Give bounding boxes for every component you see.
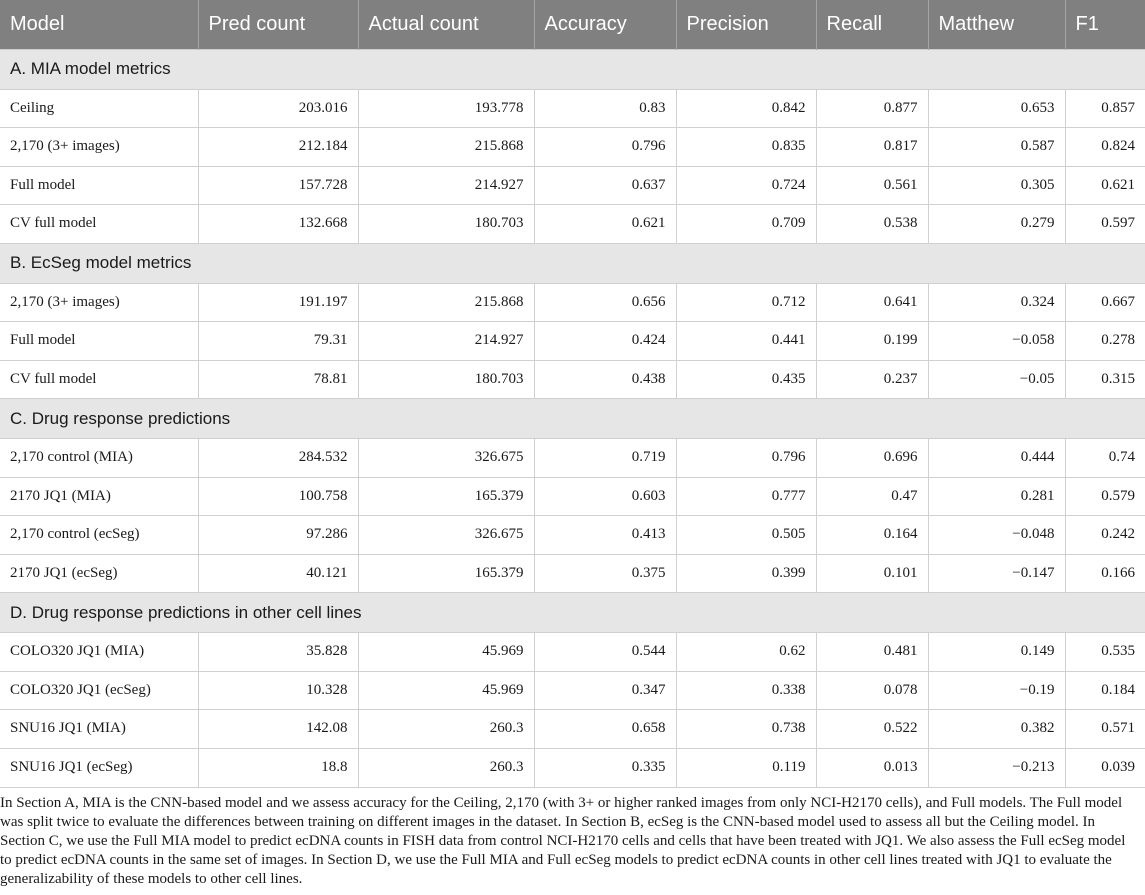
- table-row: [0, 633, 1145, 672]
- cell-precision: 0.338: [676, 671, 816, 710]
- cell-matthew: −0.19: [928, 671, 1065, 710]
- table-row: [0, 710, 1145, 749]
- cell-accuracy: 0.413: [534, 516, 676, 555]
- cell-matthew: 0.653: [928, 89, 1065, 128]
- table-row: [0, 554, 1145, 593]
- cell-f1: 0.667: [1065, 283, 1145, 322]
- cell-model-name: 2,170 (3+ images): [0, 128, 198, 167]
- table-row: [0, 128, 1145, 167]
- cell-actual-count: 214.927: [358, 166, 534, 205]
- cell-pred-count: 10.328: [198, 671, 358, 710]
- cell-actual-count: 45.969: [358, 671, 534, 710]
- table-row: [0, 166, 1145, 205]
- table-body: [0, 49, 1145, 787]
- column-header-accuracy: Accuracy: [534, 0, 676, 49]
- cell-f1: 0.857: [1065, 89, 1145, 128]
- cell-model-name: Full model: [0, 322, 198, 361]
- cell-actual-count: 326.675: [358, 516, 534, 555]
- cell-recall: 0.817: [816, 128, 928, 167]
- column-header-matthew: Matthew: [928, 0, 1065, 49]
- cell-precision: 0.724: [676, 166, 816, 205]
- cell-pred-count: 97.286: [198, 516, 358, 555]
- cell-accuracy: 0.656: [534, 283, 676, 322]
- cell-precision: 0.796: [676, 439, 816, 478]
- cell-model-name: 2,170 control (MIA): [0, 439, 198, 478]
- cell-accuracy: 0.719: [534, 439, 676, 478]
- cell-accuracy: 0.637: [534, 166, 676, 205]
- cell-pred-count: 284.532: [198, 439, 358, 478]
- cell-matthew: 0.305: [928, 166, 1065, 205]
- cell-actual-count: 326.675: [358, 439, 534, 478]
- section-row: [0, 49, 1145, 89]
- cell-accuracy: 0.424: [534, 322, 676, 361]
- cell-actual-count: 215.868: [358, 283, 534, 322]
- cell-model-name: CV full model: [0, 360, 198, 399]
- cell-precision: 0.738: [676, 710, 816, 749]
- cell-precision: 0.777: [676, 477, 816, 516]
- cell-precision: 0.62: [676, 633, 816, 672]
- cell-precision: 0.119: [676, 748, 816, 787]
- cell-pred-count: 157.728: [198, 166, 358, 205]
- cell-f1: 0.621: [1065, 166, 1145, 205]
- cell-recall: 0.522: [816, 710, 928, 749]
- cell-actual-count: 214.927: [358, 322, 534, 361]
- cell-accuracy: 0.544: [534, 633, 676, 672]
- table-row: [0, 322, 1145, 361]
- column-header-recall: Recall: [816, 0, 928, 49]
- cell-accuracy: 0.83: [534, 89, 676, 128]
- cell-actual-count: 260.3: [358, 748, 534, 787]
- table-row: [0, 205, 1145, 244]
- section-row: [0, 593, 1145, 633]
- cell-recall: 0.481: [816, 633, 928, 672]
- cell-matthew: 0.149: [928, 633, 1065, 672]
- cell-matthew: 0.587: [928, 128, 1065, 167]
- cell-model-name: 2170 JQ1 (ecSeg): [0, 554, 198, 593]
- cell-precision: 0.441: [676, 322, 816, 361]
- cell-pred-count: 132.668: [198, 205, 358, 244]
- table-row: [0, 439, 1145, 478]
- cell-recall: 0.696: [816, 439, 928, 478]
- cell-matthew: −0.058: [928, 322, 1065, 361]
- cell-model-name: SNU16 JQ1 (MIA): [0, 710, 198, 749]
- cell-pred-count: 79.31: [198, 322, 358, 361]
- cell-recall: 0.561: [816, 166, 928, 205]
- table-row: [0, 283, 1145, 322]
- cell-matthew: 0.444: [928, 439, 1065, 478]
- cell-pred-count: 35.828: [198, 633, 358, 672]
- section-title: D. Drug response predictions in other cell lines: [0, 593, 1145, 633]
- cell-recall: 0.877: [816, 89, 928, 128]
- cell-model-name: Full model: [0, 166, 198, 205]
- cell-actual-count: 260.3: [358, 710, 534, 749]
- cell-precision: 0.842: [676, 89, 816, 128]
- cell-pred-count: 212.184: [198, 128, 358, 167]
- cell-actual-count: 193.778: [358, 89, 534, 128]
- cell-recall: 0.078: [816, 671, 928, 710]
- cell-recall: 0.101: [816, 554, 928, 593]
- cell-recall: 0.237: [816, 360, 928, 399]
- table-row: [0, 477, 1145, 516]
- cell-precision: 0.399: [676, 554, 816, 593]
- cell-model-name: COLO320 JQ1 (ecSeg): [0, 671, 198, 710]
- cell-pred-count: 100.758: [198, 477, 358, 516]
- cell-actual-count: 45.969: [358, 633, 534, 672]
- section-row: [0, 399, 1145, 439]
- cell-f1: 0.74: [1065, 439, 1145, 478]
- cell-accuracy: 0.347: [534, 671, 676, 710]
- cell-actual-count: 180.703: [358, 360, 534, 399]
- cell-model-name: CV full model: [0, 205, 198, 244]
- cell-accuracy: 0.621: [534, 205, 676, 244]
- cell-model-name: 2,170 (3+ images): [0, 283, 198, 322]
- table-row: [0, 748, 1145, 787]
- cell-f1: 0.278: [1065, 322, 1145, 361]
- cell-accuracy: 0.335: [534, 748, 676, 787]
- cell-accuracy: 0.438: [534, 360, 676, 399]
- cell-actual-count: 165.379: [358, 477, 534, 516]
- section-row: [0, 243, 1145, 283]
- cell-model-name: COLO320 JQ1 (MIA): [0, 633, 198, 672]
- column-header-model: Model: [0, 0, 198, 49]
- cell-matthew: 0.281: [928, 477, 1065, 516]
- cell-accuracy: 0.375: [534, 554, 676, 593]
- cell-recall: 0.538: [816, 205, 928, 244]
- table-row: [0, 671, 1145, 710]
- cell-actual-count: 215.868: [358, 128, 534, 167]
- cell-f1: 0.166: [1065, 554, 1145, 593]
- cell-matthew: −0.213: [928, 748, 1065, 787]
- cell-matthew: 0.324: [928, 283, 1065, 322]
- cell-precision: 0.835: [676, 128, 816, 167]
- cell-f1: 0.184: [1065, 671, 1145, 710]
- cell-pred-count: 142.08: [198, 710, 358, 749]
- cell-actual-count: 165.379: [358, 554, 534, 593]
- cell-matthew: 0.382: [928, 710, 1065, 749]
- cell-model-name: SNU16 JQ1 (ecSeg): [0, 748, 198, 787]
- cell-matthew: −0.147: [928, 554, 1065, 593]
- table-row: [0, 516, 1145, 555]
- table-row: [0, 89, 1145, 128]
- cell-f1: 0.597: [1065, 205, 1145, 244]
- table-row: [0, 360, 1145, 399]
- cell-precision: 0.709: [676, 205, 816, 244]
- cell-matthew: −0.048: [928, 516, 1065, 555]
- cell-recall: 0.013: [816, 748, 928, 787]
- cell-model-name: Ceiling: [0, 89, 198, 128]
- column-header-precision: Precision: [676, 0, 816, 49]
- cell-recall: 0.641: [816, 283, 928, 322]
- cell-pred-count: 78.81: [198, 360, 358, 399]
- table-header: [0, 0, 1145, 49]
- cell-f1: 0.315: [1065, 360, 1145, 399]
- table-footnote: In Section A, MIA is the CNN-based model and we assess accuracy for the Ceiling, 2,170 (with 3+ or higher ranked images from only NCI-H2170 cells), and Full models. The Full model was split twice to evaluate the differences between training on different images in the dataset. In Section B, ecSeg is the CNN-based model used to assess all but the Ceiling model. In Section C, we use the Full MIA model to predict ecDNA counts in FISH data from control NCI-H2170 cells and cells that have been treated with JQ1. We also assess the Full ecSeg model to predict ecDNA counts in the same set of images. In Section D, we use the Full MIA and Full ecSeg models to predict ecDNA counts in other cell lines treated with JQ1 to evaluate the generalizability of these models to other cell lines.: [0, 787, 1145, 889]
- cell-f1: 0.571: [1065, 710, 1145, 749]
- cell-recall: 0.199: [816, 322, 928, 361]
- cell-f1: 0.535: [1065, 633, 1145, 672]
- cell-accuracy: 0.658: [534, 710, 676, 749]
- cell-recall: 0.47: [816, 477, 928, 516]
- cell-matthew: −0.05: [928, 360, 1065, 399]
- cell-pred-count: 191.197: [198, 283, 358, 322]
- cell-accuracy: 0.603: [534, 477, 676, 516]
- header-row: [0, 0, 1145, 49]
- cell-precision: 0.712: [676, 283, 816, 322]
- cell-f1: 0.579: [1065, 477, 1145, 516]
- cell-model-name: 2,170 control (ecSeg): [0, 516, 198, 555]
- cell-accuracy: 0.796: [534, 128, 676, 167]
- section-title: A. MIA model metrics: [0, 49, 1145, 89]
- section-title: B. EcSeg model metrics: [0, 243, 1145, 283]
- cell-pred-count: 203.016: [198, 89, 358, 128]
- cell-pred-count: 40.121: [198, 554, 358, 593]
- cell-precision: 0.435: [676, 360, 816, 399]
- cell-pred-count: 18.8: [198, 748, 358, 787]
- column-header-actual-count: Actual count: [358, 0, 534, 49]
- cell-f1: 0.824: [1065, 128, 1145, 167]
- section-title: C. Drug response predictions: [0, 399, 1145, 439]
- cell-actual-count: 180.703: [358, 205, 534, 244]
- column-header-pred-count: Pred count: [198, 0, 358, 49]
- column-header-f1: F1: [1065, 0, 1145, 49]
- cell-recall: 0.164: [816, 516, 928, 555]
- cell-matthew: 0.279: [928, 205, 1065, 244]
- cell-precision: 0.505: [676, 516, 816, 555]
- cell-f1: 0.039: [1065, 748, 1145, 787]
- cell-f1: 0.242: [1065, 516, 1145, 555]
- cell-model-name: 2170 JQ1 (MIA): [0, 477, 198, 516]
